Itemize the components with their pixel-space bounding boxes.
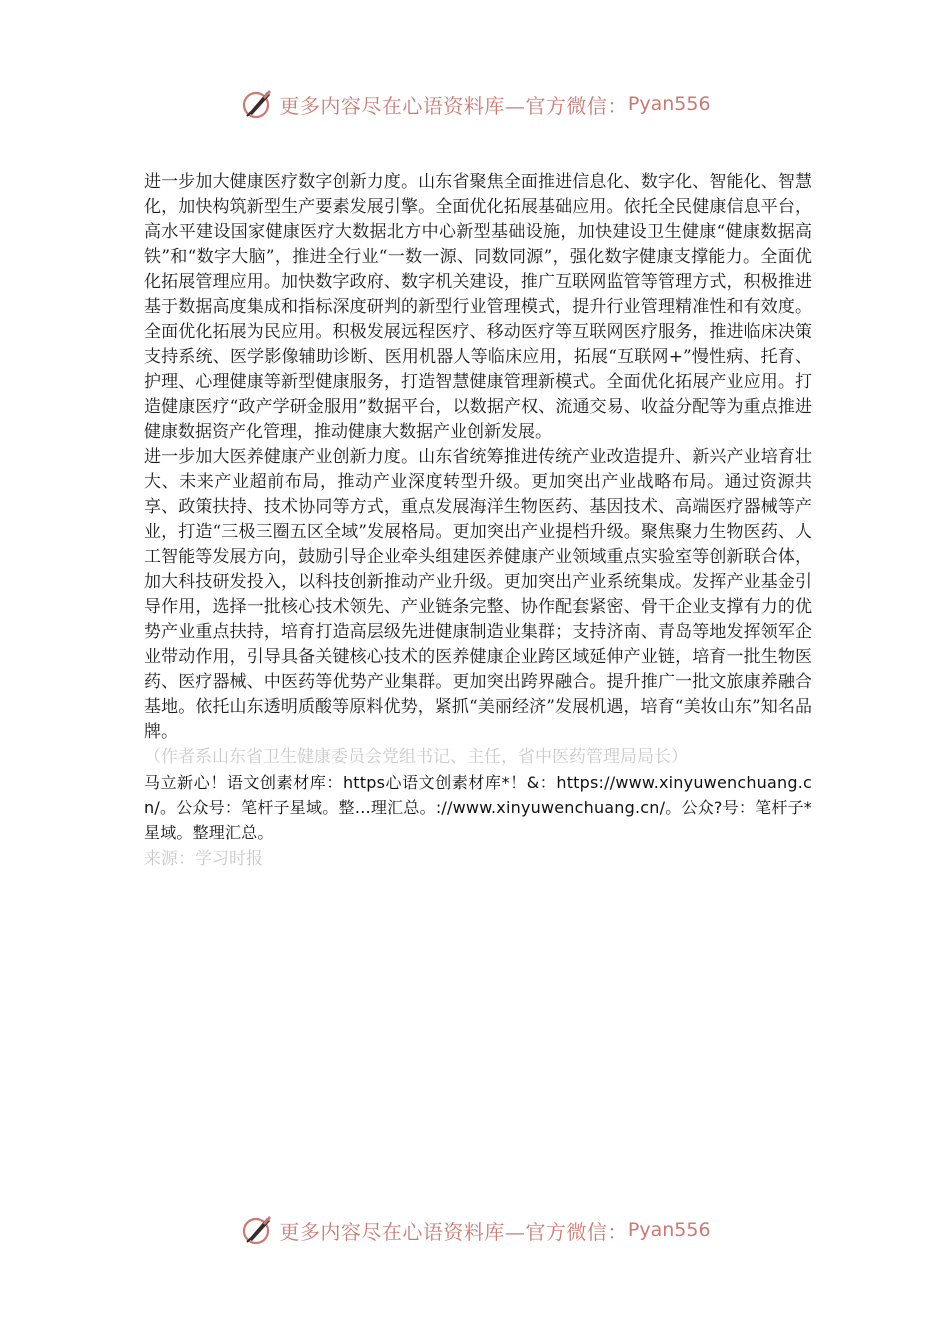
quill-pen-logo-icon (239, 1212, 275, 1248)
source-notice: 马立新心！语文创素材库：https心语文创素材库*！&：https://www.xinyuwenchuang.cn/。公众号：笔杆子星域。整…理汇总。://www.xinyuwenchuang.cn/。公众?号：笔杆子*星域。整理汇总。 (144, 773, 812, 842)
footer-banner (0, 1210, 950, 1250)
source-line: 来源：学习时报 (144, 849, 263, 869)
paragraph-digital-health: 进一步加大健康医疗数字创新力度。山东省聚焦全面推进信息化、数字化、智能化、智慧化，加快构筑新型生产要素发展引擎。全面优化拓展基础应用。依托全民健康信息平台，高水平建设国家健康医疗大数据北方中心新型基础设施，加快建设卫生健康“健康数据高铁”和“数字大脑”，推进全行业“一数一源、同数同源”，强化数字健康支撑能力。全面优化拓展管理应用。加快数字政府、数字机关建设，推广互联网监管等管理方式，积极推进基于数据高度集成和指标深度研判的新型行业管理模式，提升行业管理精准性和有效度。全面优化拓展为民应用。积极发展远程医疗、移动医疗等互联网医疗服务，推进临床决策支持系统、医学影像辅助诊断、医用机器人等临床应用，拓展“互联网+”慢性病、托育、护理、心理健康等新型健康服务，打造智慧健康管理新模式。全面优化拓展产业应用。打造健康医疗“政产学研金服用”数据平台，以数据产权、流通交易、收益分配等为重点推进健康数据资产化管理，推动健康大数据产业创新发展。 (144, 172, 812, 442)
footer-wechat-id: Pyan556 (627, 1219, 711, 1241)
footer-banner-text: 更多内容尽在心语资料库—官方微信： (279, 1219, 628, 1244)
header-banner (0, 84, 950, 124)
article-body (144, 170, 812, 872)
header-banner-text: 更多内容尽在心语资料库—官方微信： (279, 93, 628, 118)
quill-pen-logo-icon (239, 86, 275, 122)
header-wechat-id: Pyan556 (627, 93, 711, 115)
paragraph-health-industry: 进一步加大医养健康产业创新力度。山东省统筹推进传统产业改造提升、新兴产业培育壮大、未来产业超前布局，推动产业深度转型升级。更加突出产业战略布局。通过资源共享、政策扶持、技术协同等方式，重点发展海洋生物医药、基因技术、高端医疗器械等产业，打造“三极三圈五区全域”发展格局。更加突出产业提档升级。聚焦聚力生物医药、人工智能等发展方向，鼓励引导企业牵头组建医养健康产业领域重点实验室等创新联合体，加大科技研发投入，以科技创新推动产业升级。更加突出产业系统集成。发挥产业基金引导作用，选择一批核心技术领先、产业链条完整、协作配套紧密、骨干企业支撑有力的优势产业重点扶持，培育打造高层级先进健康制造业集群；支持济南、青岛等地发挥领军企业带动作用，引导具备关键核心技术的医养健康企业跨区域延伸产业链，培育一批生物医药、医疗器械、中医药等优势产业集群。更加突出跨界融合。提升推广一批文旅康养融合基地。依托山东透明质酸等原料优势，紧抓“美丽经济”发展机遇，培育“美妆山东”知名品牌。 (144, 447, 812, 742)
author-byline: （作者系山东省卫生健康委员会党组书记、主任，省中医药管理局局长） (144, 747, 688, 767)
